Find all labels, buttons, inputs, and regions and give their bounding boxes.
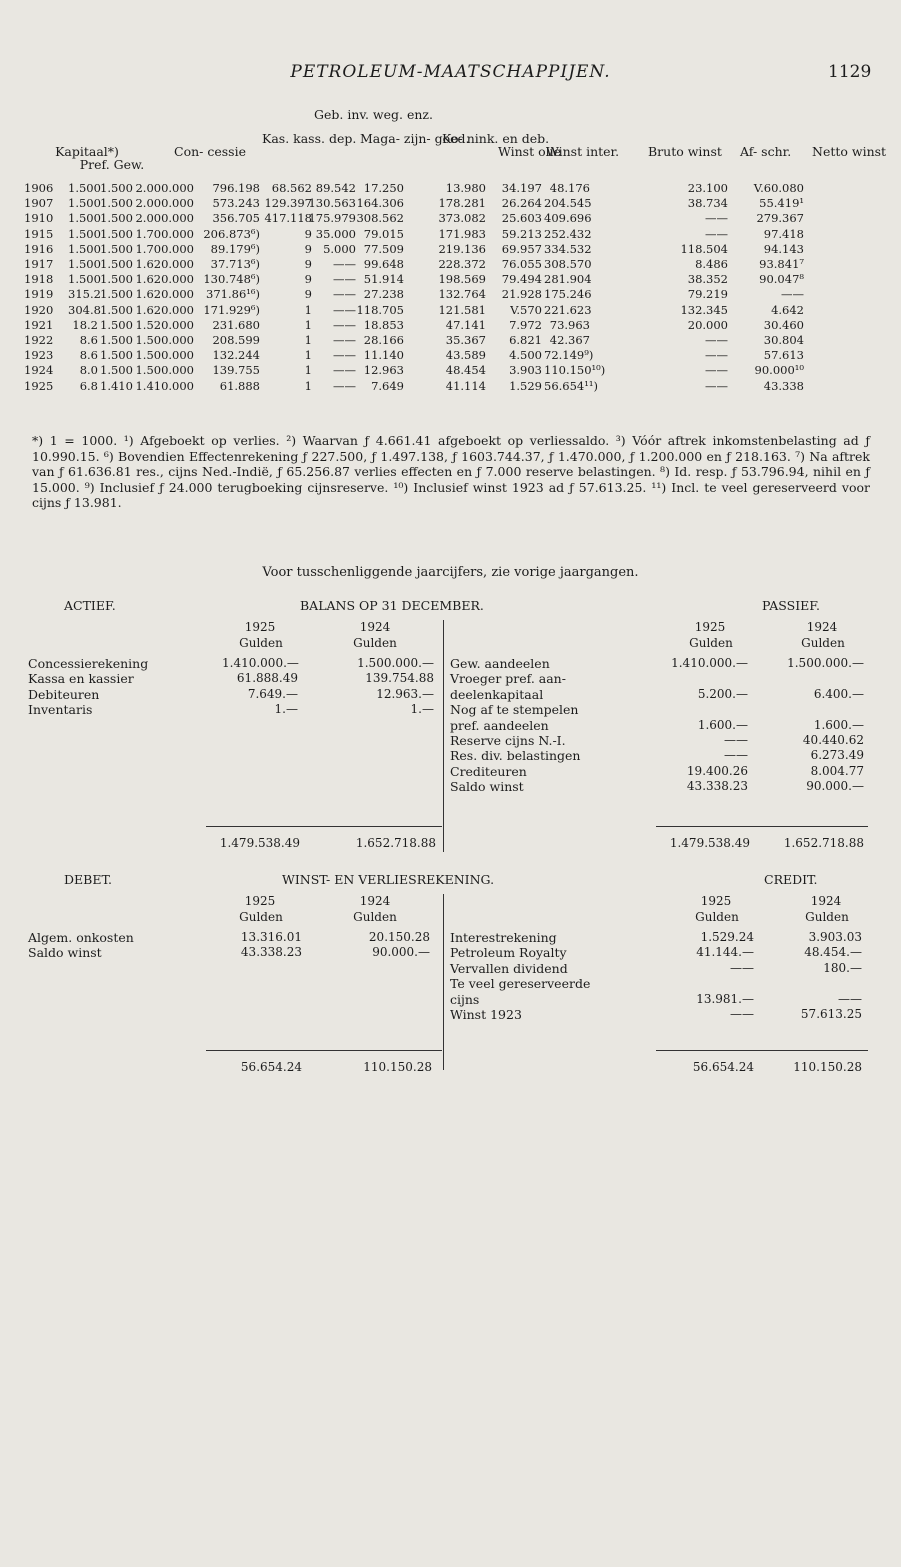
row-value: 9 xyxy=(304,241,312,256)
balans-l-y1: 1925 xyxy=(244,620,276,634)
row-value: 42.367 xyxy=(549,333,590,347)
row-value: 1.620.000 xyxy=(135,257,194,271)
row-value: 1.500.000 xyxy=(135,333,194,347)
row-value: 1.500 xyxy=(68,196,101,211)
row-value: 30.804 xyxy=(763,333,804,347)
row-value: —— xyxy=(333,272,356,287)
row-value: 1.500 xyxy=(68,272,101,287)
balans-r-y1: 1925 xyxy=(694,620,726,634)
row-value: 110.150¹⁰) xyxy=(544,363,606,378)
row-value: —— xyxy=(333,257,356,271)
row-value: 130.563 xyxy=(308,196,356,211)
winst-total-rule-right xyxy=(656,1050,868,1051)
actief-row-value: 7.649.— xyxy=(247,686,298,701)
row-value: 41.114 xyxy=(445,378,486,393)
winst-total-r2: 110.150.28 xyxy=(793,1060,862,1074)
row-value: 3.903 xyxy=(509,363,542,378)
row-value: 35.000 xyxy=(315,226,356,241)
balans-divider xyxy=(443,620,444,852)
row-value: 219.136 xyxy=(438,241,486,256)
row-value: 371.86¹⁶) xyxy=(206,287,260,302)
passief-row-value: 40.440.62 xyxy=(802,733,864,747)
balans-r-unit1: Gulden xyxy=(689,636,733,650)
actief-row-label: Inventaris xyxy=(28,702,93,718)
credit-row-label: Interestrekening xyxy=(450,930,557,945)
row-value: 6.8 xyxy=(79,378,98,393)
winst-l-unit2: Gulden xyxy=(353,910,397,924)
row-value: —— xyxy=(705,363,728,378)
row-value: 139.755 xyxy=(212,363,260,378)
row-value: 5.000 xyxy=(323,241,356,256)
winst-l-unit1: Gulden xyxy=(239,910,283,924)
winst-total-r1: 56.654.24 xyxy=(692,1060,754,1074)
row-value: 1.620.000 xyxy=(135,302,194,317)
row-value: 55.419¹ xyxy=(759,196,804,211)
footnote-text: *) 1 = 1000. ¹) Afgeboekt op verlies. ²) Waarvan ƒ 4.661.41 afgeboekt op verliessaldo. ³) Vóór aftrek inkomstenbelasting ad ƒ 10.990.15. ⁶) Bovendien Effectenrekening ƒ 227.500, ƒ 1.497.138, ƒ 1603.744.37, ƒ 1.470.000, ƒ 1.200.000 en ƒ 218.163. ⁷) Na aftrek van ƒ 61.636.81 res., cijns Ned.-Indië, ƒ 65.256.87 verlies effecten en ƒ 7.000 reserve belastingen. ⁸) Id. resp. ƒ 53.796.94, nihil en ƒ 15.000. ⁹) Inclusief ƒ 24.000 terugboeking cijnsreserve. ¹⁰) Inclusief winst 1923 ad ƒ 57.613.25. ¹¹) Incl. te veel gereserveerd voor cijns ƒ 13.981. xyxy=(32,433,870,510)
row-value: 1.500 xyxy=(68,211,101,226)
row-value: 130.748⁶) xyxy=(203,272,260,287)
balans-l-unit1: Gulden xyxy=(239,636,283,650)
credit-row-label: Winst 1923 xyxy=(450,1007,522,1022)
winst-r-y1: 1925 xyxy=(700,894,732,908)
winst-l-y2: 1924 xyxy=(359,894,391,908)
winst-divider xyxy=(443,894,444,1070)
row-value: 175.246 xyxy=(544,287,592,302)
row-year: 1906 xyxy=(24,181,54,195)
passief-row-label: Nog af te stempelen xyxy=(450,702,579,718)
row-value: 68.562 xyxy=(271,181,312,195)
row-value: 17.250 xyxy=(363,181,404,195)
row-value: 8.6 xyxy=(79,333,98,347)
actief-row-value: 12.963.— xyxy=(376,686,434,701)
credit-row-label: Vervallen dividend xyxy=(450,960,568,976)
row-value: —— xyxy=(333,348,356,363)
passief-row-label: Gew. aandeelen xyxy=(450,656,550,671)
winst-r-y2: 1924 xyxy=(810,894,842,908)
row-value: 7.649 xyxy=(371,378,404,393)
row-value: 1.500 xyxy=(100,272,133,287)
row-value: 1.500 xyxy=(100,348,133,363)
row-value: 1.500.000 xyxy=(135,363,194,378)
credit-row-value: 13.981.— xyxy=(696,991,754,1006)
running-title: PETROLEUM-MAATSCHAPPIJEN. xyxy=(290,62,611,82)
col-head-bruto: Bruto winst xyxy=(648,144,722,159)
actief-row-label: Debiteuren xyxy=(28,686,100,702)
row-value: 1.500 xyxy=(68,181,101,195)
row-value: 12.963 xyxy=(363,363,404,378)
row-value: —— xyxy=(333,287,356,302)
balans-title: BALANS OP 31 DECEMBER. xyxy=(300,598,484,613)
row-value: 1.620.000 xyxy=(135,272,194,287)
row-value: 1.700.000 xyxy=(135,241,194,256)
row-value: 132.764 xyxy=(438,287,486,302)
col-head-kas: Kas. kass. dep. xyxy=(262,131,357,146)
row-year: 1925 xyxy=(24,378,54,393)
row-value: 373.082 xyxy=(438,211,486,226)
credit-row-value: 41.144.— xyxy=(696,945,754,960)
credit-row-value: 48.454.— xyxy=(804,945,862,960)
credit-row-value: 3.903.03 xyxy=(808,930,862,944)
row-value: 175.979 xyxy=(308,211,356,226)
row-value: 1.410 xyxy=(100,378,133,393)
row-value: 1.410.000 xyxy=(135,378,194,393)
row-year: 1916 xyxy=(24,241,54,256)
row-value: 171.929⁶) xyxy=(203,302,260,317)
row-value: 315.2 xyxy=(68,287,101,302)
row-value: —— xyxy=(781,287,804,302)
passief-row-label: Crediteuren xyxy=(450,763,527,779)
row-value: —— xyxy=(333,363,356,378)
row-value: 1.700.000 xyxy=(135,226,194,241)
row-value: 796.198 xyxy=(212,181,260,195)
row-year: 1924 xyxy=(24,363,54,378)
row-value: 281.904 xyxy=(544,272,592,287)
row-value: 208.599 xyxy=(212,333,260,347)
row-value: 304.8 xyxy=(68,302,101,317)
row-value: 28.166 xyxy=(363,333,404,347)
row-value: 178.281 xyxy=(438,196,486,211)
row-value: 573.243 xyxy=(212,196,260,211)
row-value: 334.532 xyxy=(544,241,592,256)
row-value: 9 xyxy=(304,287,312,302)
row-value: 77.509 xyxy=(363,241,404,256)
row-value: 57.613 xyxy=(763,348,804,363)
col-head-winst-inter: Winst inter. xyxy=(546,144,620,159)
passief-row-value: 90.000.— xyxy=(806,779,864,794)
row-year: 1921 xyxy=(24,317,54,332)
row-value: 34.197 xyxy=(501,181,542,195)
balans-r-unit2: Gulden xyxy=(801,636,845,650)
row-value: 25.603 xyxy=(501,211,542,226)
row-value: 79.219 xyxy=(687,287,728,302)
row-value: 1.500 xyxy=(100,287,133,302)
row-value: 1.529 xyxy=(509,378,542,393)
passief-row-value: 1.410.000.— xyxy=(671,656,748,670)
row-value: —— xyxy=(333,378,356,393)
row-value: 2.000.000 xyxy=(135,181,194,195)
row-value: V.60.080 xyxy=(753,181,804,195)
row-value: —— xyxy=(333,302,356,317)
row-year: 1907 xyxy=(24,196,54,211)
footnotes xyxy=(32,433,870,511)
passief-row-value: 1.500.000.— xyxy=(787,656,864,670)
row-value: 1.500 xyxy=(100,333,133,347)
balans-l-y2: 1924 xyxy=(359,620,391,634)
passief-row-label: Reserve cijns N.-I. xyxy=(450,733,566,748)
debet-row-label: Algem. onkosten xyxy=(28,930,134,945)
row-value: 129.397 xyxy=(264,196,312,211)
actief-row-value: 139.754.88 xyxy=(365,671,434,686)
actief-row-label: Concessierekening xyxy=(28,656,149,671)
row-value: 6.821 xyxy=(509,333,542,347)
row-value: 18.853 xyxy=(363,317,404,332)
row-value: 1.500 xyxy=(100,226,133,241)
passief-row-value: 6.400.— xyxy=(813,686,864,701)
passief-row-label: Vroeger pref. aan- xyxy=(450,671,566,687)
row-value: 1 xyxy=(304,378,312,393)
row-value: 1.500 xyxy=(100,196,133,211)
row-value: 2.000.000 xyxy=(135,196,194,211)
row-value: 1.500 xyxy=(68,226,101,241)
row-year: 1917 xyxy=(24,257,54,271)
row-value: 7.972 xyxy=(509,317,542,332)
row-value: 59.213 xyxy=(501,226,542,241)
debet-heading: DEBET. xyxy=(64,872,112,887)
row-value: 118.705 xyxy=(356,302,404,317)
col-head-geb: Geb. inv. weg. enz. xyxy=(314,107,433,122)
row-value: 93.841⁷ xyxy=(759,257,804,271)
debet-row-value: 20.150.28 xyxy=(368,930,430,944)
row-value: —— xyxy=(705,348,728,363)
row-value: 132.345 xyxy=(680,302,728,317)
row-value: 231.680 xyxy=(212,317,260,332)
row-value: 38.352 xyxy=(687,272,728,287)
winst-title: WINST- EN VERLIESREKENING. xyxy=(282,872,495,887)
row-value: 35.367 xyxy=(445,333,486,347)
winst-total-l2: 110.150.28 xyxy=(363,1060,432,1074)
row-value: 1.500 xyxy=(100,363,133,378)
row-value: 72.149⁹) xyxy=(544,348,594,363)
balans-total-r2: 1.652.718.88 xyxy=(783,836,864,850)
passief-heading: PASSIEF. xyxy=(762,598,820,613)
actief-heading: ACTIEF. xyxy=(64,598,116,613)
passief-row-value: 19.400.26 xyxy=(686,763,748,778)
balans-total-rule-right xyxy=(656,826,868,827)
row-value: 198.569 xyxy=(438,272,486,287)
row-value: 11.140 xyxy=(363,348,404,363)
row-value: 1.500 xyxy=(100,302,133,317)
row-value: 47.141 xyxy=(445,317,486,332)
passief-row-value: 6.273.49 xyxy=(810,748,864,763)
row-value: 13.980 xyxy=(445,181,486,195)
row-value: 9 xyxy=(304,226,312,241)
row-value: 1.500 xyxy=(100,257,133,271)
row-value: 73.963 xyxy=(549,317,590,332)
actief-row-value: 61.888.49 xyxy=(236,671,298,686)
passief-row-label: Res. div. belastingen xyxy=(450,748,581,764)
row-value: 4.500 xyxy=(509,348,542,363)
row-value: 1 xyxy=(304,348,312,363)
row-value: 308.562 xyxy=(356,211,404,226)
row-value: 1.500 xyxy=(68,241,101,256)
row-value: 4.642 xyxy=(771,302,804,317)
balans-total-l2: 1.652.718.88 xyxy=(355,836,436,850)
row-value: 221.623 xyxy=(544,302,592,317)
row-value: 89.179⁶) xyxy=(210,241,260,256)
row-value: 69.957 xyxy=(501,241,542,256)
winst-total-rule-left xyxy=(206,1050,442,1051)
row-value: 1 xyxy=(304,363,312,378)
row-value: 90.000¹⁰ xyxy=(754,363,804,378)
row-year: 1920 xyxy=(24,302,54,317)
actief-row-value: 1.— xyxy=(410,702,434,717)
row-value: 417.118 xyxy=(264,211,312,226)
row-value: 204.545 xyxy=(544,196,592,211)
passief-row-value: 1.600.— xyxy=(813,717,864,732)
previous-years-note: Voor tusschenliggende jaarcijfers, zie vorige jaargangen. xyxy=(262,565,639,580)
row-value: 1.500 xyxy=(100,317,133,332)
credit-row-label: Te veel gereserveerde xyxy=(450,976,591,992)
winst-l-y1: 1925 xyxy=(244,894,276,908)
row-value: V.570 xyxy=(510,302,542,317)
row-value: 21.928 xyxy=(501,287,542,302)
row-value: 2.000.000 xyxy=(135,211,194,226)
row-value: 79.494 xyxy=(501,272,542,287)
balans-l-unit2: Gulden xyxy=(353,636,397,650)
row-value: —— xyxy=(333,317,356,332)
row-value: —— xyxy=(705,378,728,393)
credit-row-label: cijns xyxy=(450,991,480,1007)
credit-heading: CREDIT. xyxy=(764,872,818,887)
page-number: 1129 xyxy=(828,62,872,82)
row-year: 1919 xyxy=(24,287,54,302)
row-value: 56.654¹¹) xyxy=(544,378,598,393)
row-value: 279.367 xyxy=(756,211,804,226)
row-value: 308.570 xyxy=(544,257,592,271)
row-value: 1.500.000 xyxy=(135,348,194,363)
balans-total-r1: 1.479.538.49 xyxy=(669,836,750,850)
row-value: 1.500 xyxy=(100,241,133,256)
row-year: 1922 xyxy=(24,333,54,347)
row-value: 8.486 xyxy=(695,257,728,271)
row-value: 90.047⁸ xyxy=(759,272,804,287)
credit-row-value: 1.529.24 xyxy=(700,930,754,944)
row-value: 228.372 xyxy=(438,257,486,271)
row-value: 121.581 xyxy=(438,302,486,317)
row-value: 30.460 xyxy=(763,317,804,332)
row-value: 8.6 xyxy=(79,348,98,363)
passief-row-value: —— xyxy=(724,748,748,763)
row-value: 27.238 xyxy=(363,287,404,302)
row-value: 26.264 xyxy=(501,196,542,211)
credit-row-value: —— xyxy=(730,1007,754,1021)
credit-row-value: —— xyxy=(730,960,754,975)
passief-row-label: deelenkapitaal xyxy=(450,686,544,702)
balans-total-rule-left xyxy=(206,826,442,827)
row-value: —— xyxy=(333,333,356,347)
row-value: 252.432 xyxy=(544,226,592,241)
row-value: 38.734 xyxy=(687,196,728,211)
passief-row-value: 8.004.77 xyxy=(810,763,864,778)
row-value: 48.176 xyxy=(549,181,590,195)
row-value: 1 xyxy=(304,317,312,332)
winst-r-unit1: Gulden xyxy=(695,910,739,924)
actief-row-value: 1.— xyxy=(274,702,298,717)
row-year: 1910 xyxy=(24,211,54,226)
row-value: 206.873⁶) xyxy=(203,226,260,241)
row-value: 171.983 xyxy=(438,226,486,241)
row-value: 20.000 xyxy=(687,317,728,332)
col-head-konink: Ko- nink. en deb. xyxy=(442,131,550,146)
actief-row-value: 1.500.000.— xyxy=(357,656,434,670)
row-value: 164.306 xyxy=(356,196,404,211)
row-value: 94.143 xyxy=(763,241,804,256)
col-head-magazijn: Maga- zijn- goed. xyxy=(360,131,470,146)
debet-row-value: 90.000.— xyxy=(372,945,430,960)
credit-row-value: 57.613.25 xyxy=(800,1007,862,1021)
row-year: 1915 xyxy=(24,226,54,241)
row-value: 1.500 xyxy=(68,257,101,271)
row-value: 48.454 xyxy=(445,363,486,378)
passief-row-label: pref. aandeelen xyxy=(450,717,549,733)
row-value: 43.589 xyxy=(445,348,486,363)
row-value: 1.520.000 xyxy=(135,317,194,332)
col-head-afschr: Af- schr. xyxy=(740,144,792,159)
passief-row-value: 5.200.— xyxy=(697,686,748,701)
debet-row-value: 43.338.23 xyxy=(240,945,302,960)
row-value: 23.100 xyxy=(687,181,728,195)
actief-row-label: Kassa en kassier xyxy=(28,671,134,687)
balans-total-l1: 1.479.538.49 xyxy=(219,836,300,850)
row-value: 9 xyxy=(304,257,312,271)
row-value: 1.620.000 xyxy=(135,287,194,302)
balans-r-y2: 1924 xyxy=(806,620,838,634)
winst-r-unit2: Gulden xyxy=(805,910,849,924)
row-value: 99.648 xyxy=(363,257,404,271)
row-value: 9 xyxy=(304,272,312,287)
row-value: 76.055 xyxy=(501,257,542,271)
passief-row-label: Saldo winst xyxy=(450,779,524,795)
col-head-netto: Netto winst xyxy=(812,144,887,159)
passief-row-value: 1.600.— xyxy=(697,717,748,732)
row-value: 61.888 xyxy=(219,378,260,393)
passief-row-value: —— xyxy=(724,733,748,747)
row-value: 51.914 xyxy=(363,272,404,287)
row-value: 1.500 xyxy=(100,211,133,226)
col-head-concessie: Con- cessie xyxy=(174,144,246,159)
debet-row-value: 13.316.01 xyxy=(240,930,302,944)
winst-total-l1: 56.654.24 xyxy=(240,1060,302,1074)
credit-row-value: —— xyxy=(838,991,862,1006)
row-value: —— xyxy=(705,226,728,241)
debet-row-label: Saldo winst xyxy=(28,945,102,961)
row-value: —— xyxy=(705,333,728,347)
credit-row-label: Petroleum Royalty xyxy=(450,945,567,961)
row-value: 43.338 xyxy=(763,378,804,393)
row-value: 1 xyxy=(304,302,312,317)
row-value: 8.0 xyxy=(79,363,98,378)
row-value: 409.696 xyxy=(544,211,592,226)
row-value: 132.244 xyxy=(212,348,260,363)
row-value: 37.713⁶) xyxy=(210,257,260,271)
row-value: 118.504 xyxy=(680,241,728,256)
passief-row-value: 43.338.23 xyxy=(686,779,748,794)
row-value: 89.542 xyxy=(315,181,356,195)
row-value: 356.705 xyxy=(212,211,260,226)
row-year: 1923 xyxy=(24,348,54,363)
row-value: 79.015 xyxy=(363,226,404,241)
col-head-kapitaal: Kapitaal*) xyxy=(55,144,119,159)
col-head-winst-olie: Winst olie xyxy=(498,144,562,159)
row-value: 18.2 xyxy=(72,317,98,332)
row-value: 1.500 xyxy=(100,181,133,195)
row-year: 1918 xyxy=(24,272,54,287)
row-value: 97.418 xyxy=(763,226,804,241)
actief-row-value: 1.410.000.— xyxy=(222,656,299,670)
row-value: 1 xyxy=(304,333,312,347)
col-head-pref-gew: Pref. Gew. xyxy=(79,157,145,172)
row-value: —— xyxy=(705,211,728,226)
credit-row-value: 180.— xyxy=(823,960,862,975)
